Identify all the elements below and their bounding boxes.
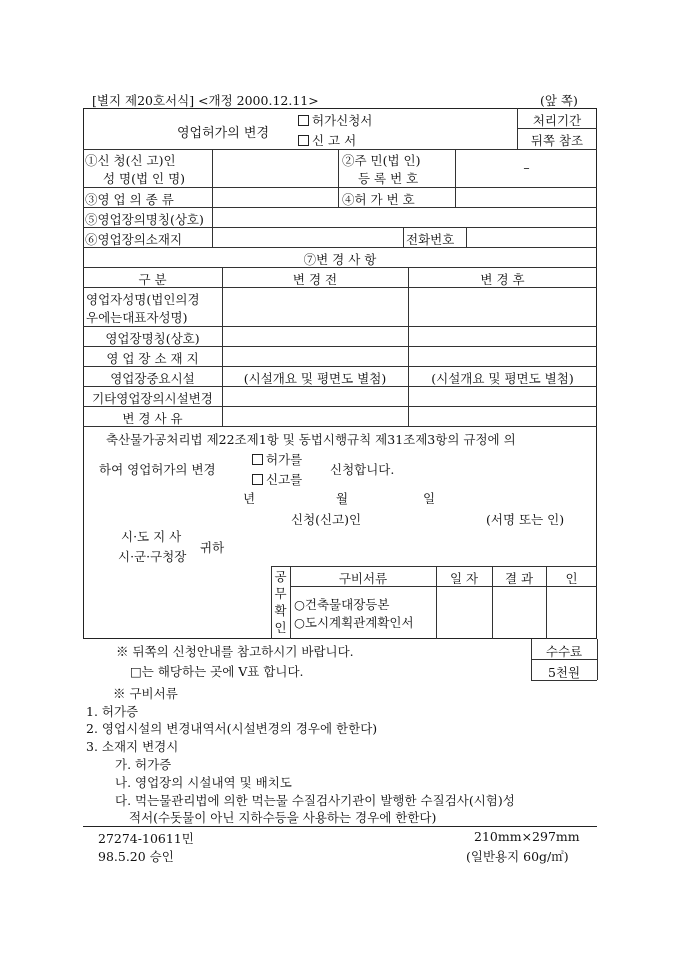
- business-type-label: ③영 업 의 종 류: [85, 192, 174, 207]
- verification-col-result: 결 과: [504, 571, 534, 586]
- verification-col-docs: 구비서류: [338, 571, 388, 586]
- change-after-field[interactable]: [409, 298, 596, 316]
- checkbox-icon[interactable]: [298, 115, 309, 126]
- fee-value: 5천원: [547, 665, 581, 680]
- verification-col-seal: 인: [565, 571, 578, 586]
- docs-title: ※ 구비서류: [113, 686, 178, 701]
- option-label: 신 고 서: [312, 133, 357, 148]
- phone-field[interactable]: [467, 228, 596, 246]
- change-after-field[interactable]: [409, 329, 596, 345]
- applicant-name-field[interactable]: [213, 150, 337, 186]
- option-report[interactable]: [298, 131, 356, 149]
- option-permit-application[interactable]: [298, 111, 372, 129]
- date-month: 월: [336, 491, 349, 506]
- change-row-label: 영 업 장 소 재 지: [106, 351, 199, 366]
- change-row-label: 영업장중요시설: [110, 371, 195, 386]
- verification-item: ○건축물대장등본: [294, 597, 390, 612]
- changes-section-title: ⑦변 경 사 항: [303, 252, 377, 267]
- processing-period-label: 처리기간: [532, 113, 582, 128]
- change-after-field[interactable]: [409, 389, 596, 405]
- processing-period-value: 뒤쪽 참조: [530, 133, 584, 148]
- footer-paper-size: 210mm×297mm: [474, 829, 580, 844]
- footer-paper-type: (일반용지 60g/㎡): [466, 849, 569, 864]
- option-label: 허가신청서: [312, 113, 373, 128]
- verification-side-label-2: 무: [274, 586, 287, 601]
- change-before-field[interactable]: [223, 389, 407, 405]
- doc-item: 나. 영업장의 시설내역 및 배치도: [115, 775, 292, 790]
- col-category: 구 분: [138, 272, 167, 287]
- change-after-field[interactable]: [409, 409, 596, 425]
- verification-side-label-3: 확: [274, 603, 287, 618]
- change-before-field[interactable]: [223, 409, 407, 425]
- applicant-name-label: ①신 청(신 고)인: [85, 153, 176, 168]
- location-field[interactable]: [213, 228, 402, 246]
- page-side: (앞 쪽): [540, 93, 578, 108]
- business-type-field[interactable]: [213, 188, 337, 206]
- doc-item: 다. 먹는물관리법에 의한 먹는물 수질검사기관이 발행한 수질검사(시험)성: [115, 793, 515, 808]
- option-label: 신고를: [266, 472, 303, 487]
- change-after-field[interactable]: (시설개요 및 평면도 별첨): [431, 371, 574, 386]
- change-row-label-2: 우에는대표자성명): [86, 310, 188, 325]
- col-after: 변 경 후: [480, 272, 525, 287]
- verification-side-label-4: 인: [274, 620, 287, 635]
- license-no-label: ④허 가 번 호: [342, 192, 415, 207]
- change-row-label: 영업장명칭(상호): [105, 331, 200, 346]
- declaration-suffix: 신청합니다.: [330, 462, 395, 477]
- change-row-label: 기타영업장의시설변경: [92, 391, 213, 406]
- option-label: 허가를: [266, 452, 303, 467]
- change-row-label: 변 경 사 유: [122, 411, 183, 426]
- license-no-field[interactable]: [456, 188, 596, 206]
- footer-code: 27274-10611민: [98, 831, 194, 846]
- declaration-option-permit[interactable]: [252, 450, 302, 468]
- trade-name-label: ⑤영업장의명칭(상호): [85, 212, 204, 227]
- location-label: ⑥영업장의소재지: [85, 232, 183, 247]
- phone-label: 전화번호: [406, 232, 455, 247]
- verification-side-label-1: 공: [274, 569, 287, 584]
- signature-field[interactable]: (서명 또는 인): [486, 512, 565, 527]
- declaration-line2: 하여 영업허가의 변경: [99, 462, 216, 477]
- declaration-line1: 축산물가공처리법 제22조제1항 및 동법시행규칙 제31조제3항의 규정에 의: [106, 432, 516, 447]
- trade-name-field[interactable]: [213, 208, 596, 226]
- fee-label: 수수료: [545, 644, 583, 659]
- date-year: 년: [243, 491, 256, 506]
- registration-no-label: ②주 민(법 인): [342, 153, 421, 168]
- registration-no-field[interactable]: –: [523, 160, 530, 175]
- note-checkmark: □는 해당하는 곳에 V표 합니다.: [130, 664, 304, 679]
- recipient-line2: 시·군·구청장: [118, 549, 187, 564]
- checkbox-icon[interactable]: [252, 474, 263, 485]
- form-number: [별지 제20호서식] <개정 2000.12.11>: [92, 93, 319, 108]
- registration-no-label-2: 등 록 번 호: [358, 171, 419, 186]
- doc-item: 적서(수돗물이 아닌 지하수등을 사용하는 경우에 한한다): [129, 810, 437, 825]
- change-after-field[interactable]: [409, 349, 596, 365]
- checkbox-icon[interactable]: [252, 454, 263, 465]
- recipient-line1: 시·도 지 사: [121, 529, 182, 544]
- footer-approval: 98.5.20 승인: [98, 849, 174, 864]
- doc-item: 2. 영업시설의 변경내역서(시설변경의 경우에 한한다): [86, 721, 378, 736]
- date-day: 일: [423, 491, 436, 506]
- applicant-name-label-2: 성 명(법 인 명): [103, 171, 186, 186]
- applicant-signature-label: 신청(신고)인: [291, 512, 362, 527]
- change-row-label: 영업자성명(법인의경: [86, 292, 200, 307]
- form-title: 영업허가의 변경: [177, 126, 270, 141]
- verification-item: ○도시계획관계확인서: [294, 615, 414, 630]
- change-before-field[interactable]: [223, 329, 407, 345]
- recipient-honorific: 귀하: [200, 540, 225, 555]
- declaration-option-report[interactable]: [252, 470, 302, 488]
- change-before-field[interactable]: (시설개요 및 평면도 별첨): [243, 371, 387, 386]
- note-reference: ※ 뒤쪽의 신청안내를 참고하시기 바랍니다.: [116, 644, 354, 659]
- doc-item: 가. 허가증: [115, 757, 172, 772]
- doc-item: 3. 소재지 변경시: [86, 739, 179, 754]
- verification-col-date: 일 자: [449, 571, 479, 586]
- change-before-field[interactable]: [223, 349, 407, 365]
- checkbox-icon[interactable]: [298, 135, 309, 146]
- change-before-field[interactable]: [223, 298, 407, 316]
- col-before: 변 경 전: [292, 272, 338, 287]
- doc-item: 1. 허가증: [86, 704, 139, 719]
